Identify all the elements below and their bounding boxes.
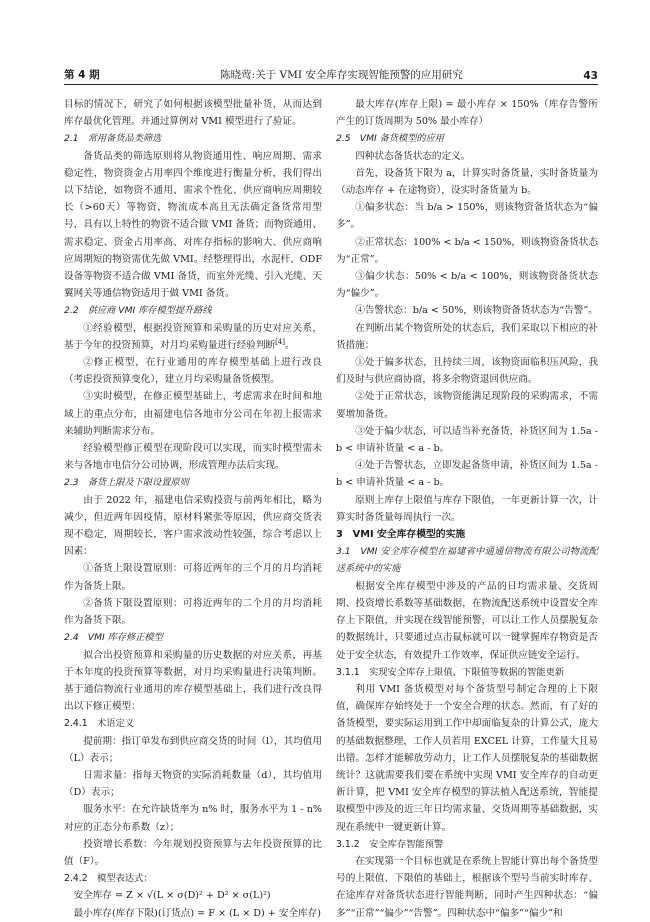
section-heading: 2.3 备货上限及下限设置原则 xyxy=(64,477,189,489)
paragraph: 在判断出某个物资所处的状态后，我们采取以下相应的补货措施： xyxy=(336,322,598,351)
definition: 提前期：指订单发布到供应商交货的时间（l），其均值用（L）表示； xyxy=(64,735,322,764)
right-column xyxy=(336,96,598,922)
formula-max-stock: 最大库存(库存上限) = 最小库存 × 150%（库存告警所产生的订货周期为 50% 最小库存） xyxy=(336,99,598,128)
paragraph: 利用 VMI 备货模型对每个备货型号制定合理的上下限值，确保库存始终处于一个安全合理的状态。然而，有了好的备货模型，要实际运用到工作中却面临复杂的计算公式，庞大的基础数据整理，工作人员若用 EXCEL 计算，工作量大且易出错。怎样才能解放劳动力，让工作人员摆脱复杂的基础数据统计？这就需要我们要在系统中实现 VMI 安全库存的自动更新计算，把 VMI 安全库存模型的算法植入配送系统，智能提取模型中涉及的近三年日均需求量、交货周期等基础数据，实现在系统中一键更新计算。 xyxy=(336,683,598,833)
paragraph: 在实现第一个目标也就是在系统上智能计算出每个备货型号的上限值、下限值的基础上，根据该个型号当前实时库存、在途库存对备货状态进行智能判断，同时产生四种状态：“偏多”“正常”“偏少”“告警”。四种状态中“偏多”“偏少”和 xyxy=(336,855,598,919)
section-heading: 2.4 VMI 库存修正模型 xyxy=(64,632,163,644)
paragraph-text-end: 。 xyxy=(284,339,295,351)
section-heading: 3.1 VMI 安全库存模型在福建省中通通信物流有限公司物流配送系统中的实施 xyxy=(336,546,598,575)
paragraph: 原则上库存上限值与库存下限值，一年更新计算一次，计算实时备货量每周执行一次。 xyxy=(336,494,598,523)
issue-number: 第 4 期 xyxy=(64,69,100,81)
definition: 日需求量：指每天物资的实际消耗数量（d），其均值用（D）表示； xyxy=(64,769,322,799)
paragraph: ③实时模型，在修正模型基础上，考虑需求在时间和地域上的重点分布，由福建电信各地市分公司在年初上报需求来辅助判断需求分布。 xyxy=(64,391,322,437)
state-item: ④告警状态：b/a < 50%，则该物资备货状态为“告警”。 xyxy=(355,305,598,317)
page-number: 43 xyxy=(583,70,598,82)
running-title: 陈晓莺:关于 VMI 安全库存实现智能预警的应用研究 xyxy=(220,69,463,81)
paragraph: 根据安全库存模型中涉及的产品的日均需求量、交货周期、投资增长系数等基础数据，在物流配送系统中设置安全库存上下限值，并实现在线智能预警，可以让工作人员摆脱复杂的数据统计，只要通过点击鼠标就可以一键掌握库存物资是否处于安全状态，有效提升工作效率，保证供应链安全运行。 xyxy=(336,580,598,661)
formula-safety-stock: 安全库存 = Z × √(L × σ(D)² + D² × σ(L)²) xyxy=(73,890,271,902)
paragraph: 由于 2022 年，福建电信采购投资与前两年相比，略为减少，但近两年因疫情，原材料紧张等原因，供应商交货表现不稳定，周期较长，客户需求波动性较强，综合考虑以上因素： xyxy=(64,494,322,558)
paragraph: 四种状态备货状态的定义。 xyxy=(355,150,471,162)
paragraph-text: ①经验模型，根据投资预算和采购量的历史对应关系，基于今年的投资预算，对月均采购量进行经验判断 xyxy=(64,322,322,351)
subsection-heading: 3.1.2 安全库存智能预警 xyxy=(336,838,444,850)
measure-item: ③处于偏少状态，可以适当补充备货，补货区间为 1.5a - b < 申请补货量 < a - b。 xyxy=(336,425,598,455)
state-item: ②正常状态：100% < b/a < 150%，则该物资备货状态为“正常”。 xyxy=(336,236,598,265)
section-heading: 2.2 供应商 VMI 库存模型提升路线 xyxy=(64,305,212,317)
formula-min-stock: 最小库存(库存下限)(订货点) = F × (L × D) + 安全库存) xyxy=(73,907,321,919)
paragraph: 经验模型修正模型在现阶段可以实现，而实时模型需未来与各地市电信分公司协调，形成管理办法后实现。 xyxy=(64,443,322,472)
state-item: ③偏少状态：50% < b/a < 100%，则该物资备货状态为“偏少”。 xyxy=(336,271,598,300)
citation-ref: [4] xyxy=(275,337,285,346)
definition: 投资增长系数：今年规划投资预算与去年投资预算的比值（F）。 xyxy=(64,838,322,867)
definition: 服务水平：在允许缺货率为 n% 时，服务水平为 1 - n% 对应的正态分布系数（z）； xyxy=(64,804,322,833)
running-header xyxy=(64,62,598,85)
paragraph: ②修正模型，在行业通用的库存模型基础上进行改良（考虑投资预算变化），建立月均采购量备货模型。 xyxy=(64,357,322,386)
paragraph: 备货品类的筛选原则将从物资通用性、响应周期、需求稳定性，物资资金占用率四个维度进行衡量分析，我们得出以下结论，如物资不通用、需求个性化、供应商响应周期较长（>60天）等物资，物流成本高且无法确定备货常用型号，具有以上特性的物资不适合做 VMI 备货；而物资通用、需求稳定、资金占用率高、对库存指标的影响大、供应商响应周期短的物资需优先做 VMI。经整理得出，水泥杆、ODF 设备等物资不适合做 VMI 备货，而室外光缆、引入光缆、天翼网关等通信物资适用于做 VMI 备货。 xyxy=(64,150,322,300)
paragraph: ②备货下限设置原则：可将近两年的二个月的月均消耗作为备货下限。 xyxy=(64,597,322,627)
subsection-heading: 2.4.2 模型表达式： xyxy=(64,873,153,885)
paragraph: 拟合出投资预算和采购量的历史数据的对应关系，再基于本年度的投资预算等数据，对月均采购量进行决策判断。基于通信物流行业通用的库存模型基础上，我们进行改良得出以下修正模型： xyxy=(64,649,322,713)
measure-item: ④处于告警状态，立即发起备货申请，补货区间为 1.5a - b < 申请补货量 < a - b。 xyxy=(336,460,598,489)
paragraph xyxy=(64,320,322,354)
measure-item: ②处于正常状态，该物资能满足现阶段的采购需求，不需要增加备货。 xyxy=(336,391,598,420)
paragraph: ①备货上限设置原则：可将近两年的三个月的月均消耗作为备货上限。 xyxy=(64,563,322,592)
subsection-heading: 3.1.1 实现安全库存上限值、下限值等数据的智能更新 xyxy=(336,666,565,678)
paragraph: 目标的情况下，研究了如何根据该模型批量补货，从而达到库存最优化管理。并通过算例对 VMI 模型进行了验证。 xyxy=(64,99,322,128)
left-column xyxy=(64,96,322,922)
section-heading: 2.5 VMI 备货模型的应用 xyxy=(336,133,444,145)
measure-item: ①处于偏多状态，且持续三周，该物资面临积压风险，我们及时与供应商协商，将多余物资退回供应商。 xyxy=(336,357,598,386)
section-heading: 3 VMI 安全库存模型的实施 xyxy=(336,529,466,541)
section-heading: 2.1 常用备货品类筛选 xyxy=(64,133,162,145)
paragraph: 首先，设备货下限为 a，计算实时备货量，实时备货量为（动态库存 + 在途物资），设实时备货量为 b。 xyxy=(336,167,598,197)
subsection-heading: 2.4.1 术语定义 xyxy=(64,718,135,730)
state-item: ①偏多状态：当 b/a > 150%，则该物资备货状态为“偏多”。 xyxy=(336,202,598,231)
